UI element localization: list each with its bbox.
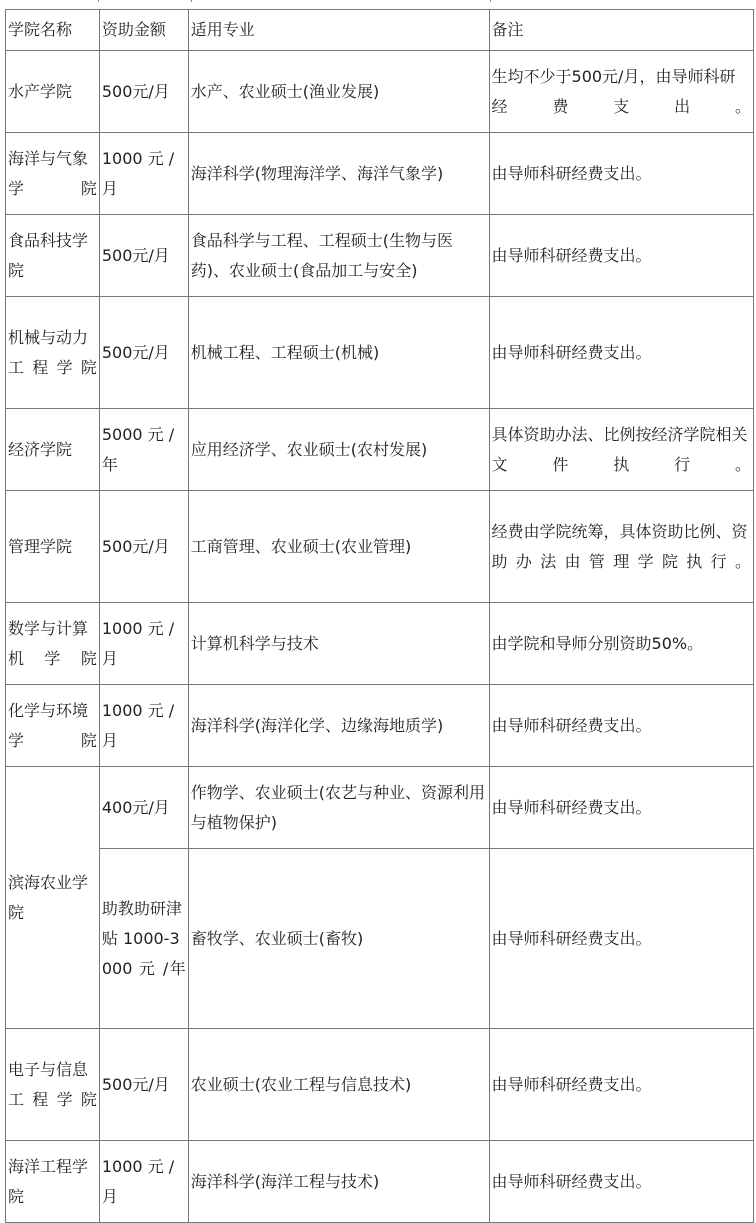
table-row (6, 491, 754, 603)
college-cell: 海洋与气象学院 (6, 133, 100, 215)
amount-cell: 1000 元 /月 (99, 133, 188, 215)
major-cell: 计算机科学与技术 (188, 603, 489, 685)
college-cell: 滨海农业学院 (6, 767, 100, 1029)
table-row (6, 767, 754, 849)
college-cell: 数学与计算机学院 (6, 603, 100, 685)
major-cell: 应用经济学、农业硕士(农村发展) (188, 409, 489, 491)
note-cell: 由导师科研经费支出。 (489, 215, 753, 297)
table-row (6, 1141, 754, 1223)
note-cell: 具体资助办法、比例按经济学院相关文件执行。 (489, 409, 753, 491)
college-cell: 食品科技学院 (6, 215, 100, 297)
major-cell: 作物学、农业硕士(农艺与种业、资源利用与植物保护) (188, 767, 489, 849)
header-college: 学院名称 (6, 10, 100, 51)
college-cell: 水产学院 (6, 51, 100, 133)
table-row (6, 409, 754, 491)
major-cell: 海洋科学(海洋工程与技术) (188, 1141, 489, 1223)
table-row (6, 297, 754, 409)
college-cell: 经济学院 (6, 409, 100, 491)
amount-cell: 1000 元 /月 (99, 685, 188, 767)
table-row (6, 133, 754, 215)
table-row (6, 603, 754, 685)
table-header-row (6, 10, 754, 51)
amount-cell: 500元/月 (99, 215, 188, 297)
amount-cell: 500元/月 (99, 297, 188, 409)
amount-cell: 500元/月 (99, 1029, 188, 1141)
note-cell: 由导师科研经费支出。 (489, 849, 753, 1029)
major-cell: 海洋科学(海洋化学、边缘海地质学) (188, 685, 489, 767)
note-cell: 由导师科研经费支出。 (489, 297, 753, 409)
major-cell: 工商管理、农业硕士(农业管理) (188, 491, 489, 603)
amount-cell: 1000 元 /月 (99, 603, 188, 685)
major-cell: 农业硕士(农业工程与信息技术) (188, 1029, 489, 1141)
college-cell: 电子与信息工程学院 (6, 1029, 100, 1141)
amount-cell: 500元/月 (99, 491, 188, 603)
table-row (6, 51, 754, 133)
amount-cell: 5000 元 /年 (99, 409, 188, 491)
college-cell: 机械与动力工程学院 (6, 297, 100, 409)
major-cell: 食品科学与工程、工程硕士(生物与医药)、农业硕士(食品加工与安全) (188, 215, 489, 297)
table-row (6, 215, 754, 297)
note-cell: 由学院和导师分别资助50%。 (489, 603, 753, 685)
major-cell: 水产、农业硕士(渔业发展) (188, 51, 489, 133)
note-cell: 由导师科研经费支出。 (489, 685, 753, 767)
amount-cell: 1000 元 /月 (99, 1141, 188, 1223)
college-cell: 海洋工程学院 (6, 1141, 100, 1223)
amount-cell: 500元/月 (99, 51, 188, 133)
funding-table (5, 9, 754, 1223)
note-cell: 由导师科研经费支出。 (489, 1029, 753, 1141)
note-cell: 经费由学院统筹，具体资助比例、资助办法由管理学院执行。 (489, 491, 753, 603)
header-major: 适用专业 (188, 10, 489, 51)
amount-cell: 400元/月 (99, 767, 188, 849)
header-amount: 资助金额 (99, 10, 188, 51)
header-note: 备注 (489, 10, 753, 51)
table-row (6, 849, 754, 1029)
previous-table-edge (0, 0, 756, 4)
note-cell: 由导师科研经费支出。 (489, 133, 753, 215)
major-cell: 海洋科学(物理海洋学、海洋气象学) (188, 133, 489, 215)
note-cell: 由导师科研经费支出。 (489, 767, 753, 849)
major-cell: 机械工程、工程硕士(机械) (188, 297, 489, 409)
major-cell: 畜牧学、农业硕士(畜牧) (188, 849, 489, 1029)
table-row (6, 685, 754, 767)
amount-cell: 助教助研津 贴 1000-3000 元 /年 (99, 849, 188, 1029)
note-cell: 由导师科研经费支出。 (489, 1141, 753, 1223)
college-cell: 管理学院 (6, 491, 100, 603)
table-row (6, 1029, 754, 1141)
note-cell: 生均不少于500元/月，由导师科研经费支出。 (489, 51, 753, 133)
college-cell: 化学与环境学院 (6, 685, 100, 767)
